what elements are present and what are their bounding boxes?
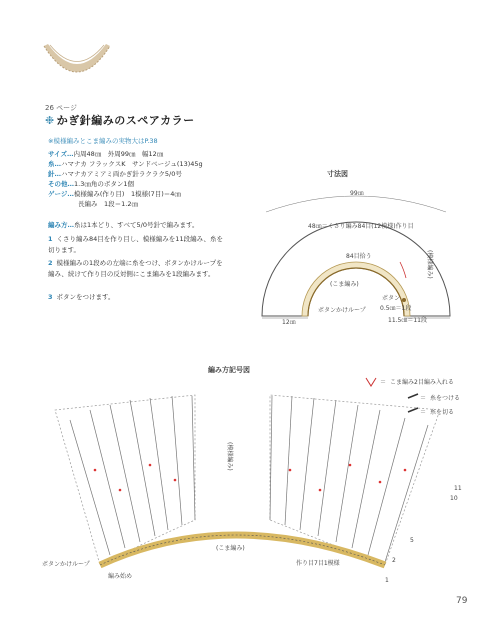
- row-number-10: 10: [450, 495, 458, 502]
- single-crochet-area: (こま編み): [330, 281, 359, 288]
- legend-inc: こま編み2目編み入れる: [390, 379, 454, 386]
- button-label: ボタン: [382, 295, 401, 302]
- spec-hook: 針…ハマナカアミアミ両かぎ針ラクラク5/0号: [48, 170, 182, 178]
- legend-cut-eq: ＝: [420, 409, 427, 416]
- row-number-11: 11: [454, 485, 462, 492]
- spec-size: サイズ…内周48㎝ 外周99㎝ 幅12㎝: [48, 150, 164, 158]
- loop-label: ボタンかけループ: [318, 307, 366, 314]
- width-right: 11.5㎝＝11段: [388, 317, 427, 324]
- cut-yarn-icon: [408, 408, 418, 412]
- flower-icon: ❉: [45, 114, 55, 127]
- page-reference: 26 ページ: [45, 104, 77, 112]
- outer-dim: 99㎝: [350, 190, 364, 197]
- row-number-1: 1: [385, 577, 389, 584]
- method-step-3: 3 ボタンをつけます。: [48, 293, 115, 301]
- chart-title: 編み方記号図: [208, 366, 250, 374]
- method-step-2: 2 模様編みの1段めの左端に糸をつけ、ボタンかけループを編み、続けて作り目の反対側にこま編みを1段編みます。: [48, 259, 223, 278]
- chart-chain-label: 作り目7目1模様: [296, 560, 340, 567]
- page-number: 79: [456, 596, 468, 606]
- width-left: 12㎝: [282, 319, 296, 326]
- row-number-5: 5: [410, 537, 414, 544]
- legend-join-eq: ＝: [420, 395, 427, 402]
- row1-dim: 0.5㎝＝1段: [380, 305, 412, 312]
- legend-join: 糸をつける: [430, 395, 461, 402]
- spec-gauge: ゲージ…模様編み(作り目) 1模様(7目)＝4㎝: [48, 190, 181, 198]
- increase-marks: [94, 464, 407, 492]
- chart-loop-label: ボタンかけループ: [42, 561, 90, 568]
- pattern-area: (模様編み): [426, 250, 433, 279]
- inc-symbol-icon: [366, 378, 376, 386]
- spec-gauge-row: 長編み 1段＝1.2㎝: [78, 200, 138, 208]
- method-step-1: 1 くさり編み84目を作り目し、模様編みを11段編み、糸を切ります。: [48, 235, 223, 254]
- spec-other: その他…1.3㎝角のボタン1個: [48, 180, 134, 188]
- spec-yarn: 糸…ハマナカ フラックスK サンドベージュ(13)45g: [48, 160, 203, 168]
- legend-cut: 糸を切る: [430, 409, 455, 416]
- chain-dim: 48㎝＝くさり編み84目(12模様)作り目: [308, 223, 414, 230]
- chart-single-label: (こま編み): [216, 545, 245, 552]
- method-intro: 編み方…糸は1本どり、すべて5/0号針で編みます。: [48, 221, 199, 229]
- sample-note: ※模様編みとこま編みの実物大はP.38: [48, 137, 158, 145]
- chart-pattern-label: (模様編み): [226, 442, 233, 471]
- legend-inc-eq: ＝: [380, 379, 387, 386]
- inner-pickup: 84目拾う: [346, 253, 372, 260]
- row-number-2: 2: [392, 557, 396, 564]
- join-yarn-icon: [408, 394, 418, 398]
- title-text: かぎ針編みのスペアカラー: [56, 114, 195, 127]
- chart-start-label: 編み始め: [108, 573, 133, 580]
- dimension-title: 寸法図: [327, 170, 348, 178]
